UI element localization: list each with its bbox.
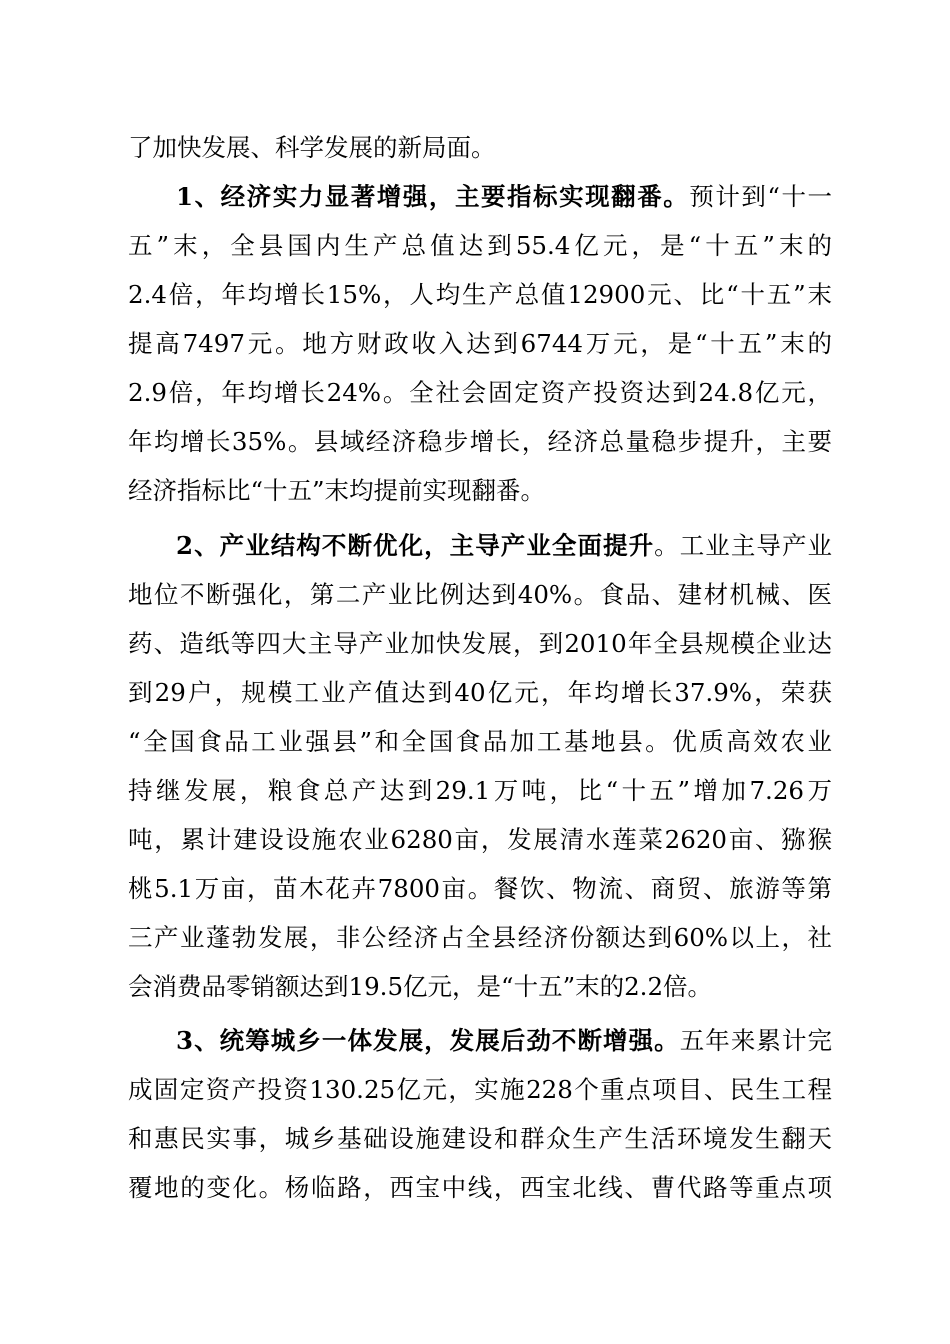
paragraph-line: 桃5.1万亩，苗木花卉7800亩。餐饮、物流、商贸、旅游等第	[128, 874, 832, 903]
paragraph-line: 地位不断强化，第二产业比例达到40%。食品、建材机械、医	[128, 580, 832, 609]
paragraph-line: 持继发展，粮食总产达到29.1万吨，比“十五”增加7.26万	[128, 776, 832, 805]
paragraph-line: 2、产业结构不断优化，主导产业全面提升。工业主导产业	[176, 531, 832, 560]
paragraph-line: 提高7497元。地方财政收入达到6744万元，是“十五”末的	[128, 329, 832, 358]
paragraph-line: “全国食品工业强县”和全国食品加工基地县。优质高效农业	[128, 727, 832, 756]
paragraph-line: 年均增长35%。县域经济稳步增长，经济总量稳步提升，主要	[128, 427, 832, 456]
paragraph-line: 会消费品零销额达到19.5亿元，是“十五”末的2.2倍。	[128, 972, 713, 1001]
paragraph-line: 了加快发展、科学发展的新局面。	[128, 133, 496, 162]
paragraph-line: 覆地的变化。杨临路，西宝中线，西宝北线、曹代路等重点项	[128, 1173, 832, 1202]
paragraph-line: 和惠民实事，城乡基础设施建设和群众生产生活环境发生翻天	[128, 1124, 832, 1153]
paragraph-line: 2.9倍，年均增长24%。全社会固定资产投资达到24.8亿元，	[128, 378, 832, 407]
paragraph-line: 经济指标比“十五”末均提前实现翻番。	[128, 476, 546, 505]
paragraph-line: 成固定资产投资130.25亿元，实施228个重点项目、民生工程	[128, 1075, 832, 1104]
paragraph-line: 到29户，规模工业产值达到40亿元，年均增长37.9%，荣获	[128, 678, 832, 707]
paragraph-line: 五”末，全县国内生产总值达到55.4亿元，是“十五”末的	[128, 231, 832, 260]
section-heading: 3、统筹城乡一体发展，发展后劲不断增强。	[176, 1026, 680, 1055]
paragraph-line: 吨，累计建设设施农业6280亩，发展清水莲菜2620亩、猕猴	[128, 825, 832, 854]
section-heading: 2、产业结构不断优化，主导产业全面提升	[176, 531, 655, 560]
paragraph-line: 2.4倍，年均增长15%，人均生产总值12900元、比“十五”末	[128, 280, 832, 309]
paragraph-line: 1、经济实力显著增强，主要指标实现翻番。预计到“十一	[176, 182, 832, 211]
paragraph-line: 3、统筹城乡一体发展，发展后劲不断增强。五年来累计完	[176, 1026, 832, 1055]
section-heading: 1、经济实力显著增强，主要指标实现翻番。	[176, 182, 690, 211]
paragraph-line: 三产业蓬勃发展，非公经济占全县经济份额达到60%以上，社	[128, 923, 832, 952]
paragraph-line: 药、造纸等四大主导产业加快发展，到2010年全县规模企业达	[128, 629, 832, 658]
